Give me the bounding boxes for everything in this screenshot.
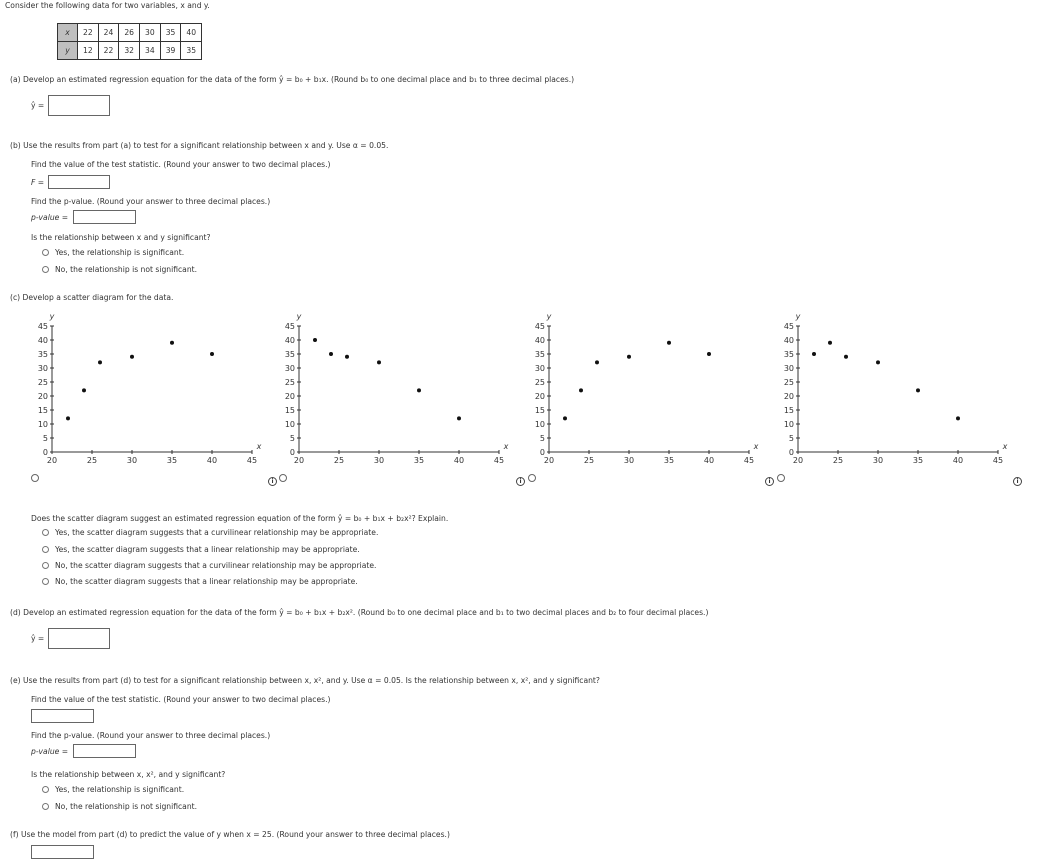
x-tick-label: 20 [543, 456, 555, 465]
radio-icon[interactable] [42, 578, 49, 585]
y-tick-label: 35 [534, 350, 545, 359]
part-d-yhat-label: ŷ = [31, 634, 45, 643]
x-tick-label: 35 [413, 456, 425, 465]
y-tick-label: 25 [37, 378, 48, 387]
data-point [579, 388, 583, 392]
x-tick-label: 30 [623, 456, 635, 465]
part-b-option-yes[interactable]: Yes, the relationship is significant. [42, 248, 184, 257]
x-tick-label: 45 [493, 456, 505, 465]
x-tick-label: 45 [246, 456, 258, 465]
part-b-pvalue-input[interactable] [73, 210, 136, 224]
y-tick-label: 40 [37, 336, 48, 345]
part-e-pvalue-input[interactable] [73, 744, 136, 758]
part-c-option-2[interactable]: Yes, the scatter diagram suggests that a linear relationship may be appropriate. [42, 545, 360, 554]
y-tick-label: 15 [783, 406, 794, 415]
table-cell: 35 [160, 24, 181, 42]
x-tick-label: 40 [206, 456, 218, 465]
part-c-text: (c) Develop a scatter diagram for the data. [10, 293, 174, 302]
x-tick-label: 40 [952, 456, 964, 465]
data-point [82, 388, 86, 392]
part-b-text: (b) Use the results from part (a) to test for a significant relationship between x and y. Use α = 0.05. [10, 141, 389, 150]
y-tick-label: 15 [37, 406, 48, 415]
intro-text: Consider the following data for two variables, x and y. [5, 1, 210, 10]
data-point [627, 355, 631, 359]
part-d-text: (d) Develop an estimated regression equation for the data of the form ŷ = b₀ + b₁x + b₂x². (Round b₀ to one decimal place and b₁ to two decimal places and b₂ to four decimal places.) [10, 608, 709, 617]
part-e-text: (e) Use the results from part (d) to test for a significant relationship between x, x², and y. Use α = 0.05. Is the relationship between x, x², and y significant? [10, 676, 600, 685]
table-row-y [58, 42, 202, 60]
y-tick-label: 0 [539, 448, 545, 457]
table-cell: 22 [78, 24, 99, 42]
y-tick-label: 45 [37, 322, 48, 331]
y-tick-label: 10 [37, 420, 48, 429]
y-tick-label: 0 [289, 448, 295, 457]
scatter-plot-1 [25, 310, 265, 468]
data-point [329, 352, 333, 356]
part-e-option-no[interactable]: No, the relationship is not significant. [42, 802, 197, 811]
part-c-question: Does the scatter diagram suggest an estimated regression equation of the form ŷ = b₀ + b₁x + b₂x²? Explain. [31, 514, 449, 523]
part-c-option-1[interactable]: Yes, the scatter diagram suggests that a curvilinear relationship may be appropriate. [42, 528, 378, 537]
data-point [377, 360, 381, 364]
y-axis-label: y [546, 312, 552, 321]
table-cell: 24 [98, 24, 119, 42]
scatter-plot-2 [272, 310, 512, 468]
table-cell: 39 [160, 42, 181, 60]
part-b-f-input[interactable] [48, 175, 110, 189]
part-e-stat-input[interactable] [31, 709, 94, 723]
y-axis-label: y [49, 312, 55, 321]
x-tick-label: 25 [86, 456, 98, 465]
part-f-text: (f) Use the model from part (d) to predict the value of y when x = 25. (Round your answer to three decimal places.) [10, 830, 450, 839]
y-tick-label: 5 [42, 434, 48, 443]
data-point [563, 416, 567, 420]
y-tick-label: 5 [289, 434, 295, 443]
data-point [667, 341, 671, 345]
radio-icon[interactable] [42, 803, 49, 810]
data-point [707, 352, 711, 356]
x-tick-label: 45 [743, 456, 755, 465]
x-tick-label: 35 [912, 456, 924, 465]
y-tick-label: 20 [534, 392, 545, 401]
y-tick-label: 30 [284, 364, 295, 373]
part-b-p-prompt: Find the p-value. (Round your answer to three decimal places.) [31, 197, 271, 206]
y-tick-label: 15 [284, 406, 295, 415]
x-axis-label: x [1002, 442, 1008, 451]
y-tick-label: 40 [534, 336, 545, 345]
data-point [417, 388, 421, 392]
x-tick-label: 40 [703, 456, 715, 465]
x-axis-label: x [753, 442, 759, 451]
y-tick-label: 5 [788, 434, 794, 443]
table-cell: 12 [78, 42, 99, 60]
data-point [844, 355, 848, 359]
part-f-input[interactable] [31, 845, 94, 859]
part-e-stat-prompt: Find the value of the test statistic. (Round your answer to two decimal places.) [31, 695, 331, 704]
table-row-x [58, 24, 202, 42]
part-e-pvalue-label: p-value = [31, 747, 69, 756]
table-cell: 32 [119, 42, 140, 60]
y-tick-label: 20 [284, 392, 295, 401]
data-point [130, 355, 134, 359]
x-tick-label: 20 [293, 456, 305, 465]
data-point [457, 416, 461, 420]
part-d-equation-input[interactable] [48, 628, 110, 649]
x-tick-label: 30 [872, 456, 884, 465]
y-tick-label: 15 [534, 406, 545, 415]
radio-icon[interactable] [42, 266, 49, 273]
part-a-text: (a) Develop an estimated regression equation for the data of the form ŷ = b₀ + b₁x. (Round b₀ to one decimal place and b₁ to three decimal places.) [10, 75, 575, 84]
y-axis-label: y [296, 312, 302, 321]
radio-icon[interactable] [42, 786, 49, 793]
y-tick-label: 40 [783, 336, 794, 345]
x-tick-label: 35 [166, 456, 178, 465]
data-table [57, 23, 202, 60]
scatter-plot-3 [522, 310, 762, 468]
part-e-sig-question: Is the relationship between x, x², and y significant? [31, 770, 226, 779]
table-cell: 22 [98, 42, 119, 60]
data-point [812, 352, 816, 356]
data-point [828, 341, 832, 345]
y-tick-label: 30 [783, 364, 794, 373]
part-b-pvalue-label: p-value = [31, 213, 69, 222]
plot-1-radio[interactable] [31, 474, 39, 482]
y-tick-label: 45 [284, 322, 295, 331]
table-header-x: x [58, 24, 78, 42]
part-b-f-label: F = [31, 178, 45, 187]
y-tick-label: 40 [284, 336, 295, 345]
table-cell: 26 [119, 24, 140, 42]
y-tick-label: 10 [284, 420, 295, 429]
y-tick-label: 0 [788, 448, 794, 457]
x-tick-label: 20 [792, 456, 804, 465]
x-tick-label: 25 [333, 456, 345, 465]
part-e-p-prompt: Find the p-value. (Round your answer to three decimal places.) [31, 731, 271, 740]
x-tick-label: 45 [992, 456, 1004, 465]
data-point [66, 416, 70, 420]
info-icon[interactable]: i [765, 477, 774, 486]
y-tick-label: 45 [783, 322, 794, 331]
x-axis-label: x [503, 442, 509, 451]
data-point [345, 355, 349, 359]
info-icon[interactable]: i [268, 477, 277, 486]
x-tick-label: 35 [663, 456, 675, 465]
plot-2-radio[interactable] [279, 474, 287, 482]
data-point [956, 416, 960, 420]
data-point [313, 338, 317, 342]
table-cell: 30 [140, 24, 161, 42]
y-tick-label: 30 [534, 364, 545, 373]
x-tick-label: 20 [46, 456, 58, 465]
part-e-option-yes[interactable]: Yes, the relationship is significant. [42, 785, 184, 794]
data-point [876, 360, 880, 364]
data-point [916, 388, 920, 392]
part-b-option-no[interactable]: No, the relationship is not significant. [42, 265, 197, 274]
part-c-option-3[interactable]: No, the scatter diagram suggests that a curvilinear relationship may be appropriate. [42, 561, 376, 570]
part-b-stat-prompt: Find the value of the test statistic. (Round your answer to two decimal places.) [31, 160, 331, 169]
x-tick-label: 25 [583, 456, 595, 465]
radio-icon[interactable] [42, 546, 49, 553]
radio-icon[interactable] [42, 562, 49, 569]
info-icon[interactable]: i [1013, 477, 1022, 486]
part-a-yhat-label: ŷ = [31, 101, 45, 110]
part-b-sig-question: Is the relationship between x and y significant? [31, 233, 211, 242]
y-tick-label: 25 [284, 378, 295, 387]
y-tick-label: 10 [783, 420, 794, 429]
y-tick-label: 5 [539, 434, 545, 443]
x-tick-label: 30 [373, 456, 385, 465]
y-tick-label: 30 [37, 364, 48, 373]
x-tick-label: 25 [832, 456, 844, 465]
data-point [98, 360, 102, 364]
scatter-plot-4 [771, 310, 1011, 468]
plot-4-radio[interactable] [777, 474, 785, 482]
info-icon[interactable]: i [516, 477, 525, 486]
y-axis-label: y [795, 312, 801, 321]
x-axis-label: x [256, 442, 262, 451]
data-point [595, 360, 599, 364]
x-tick-label: 30 [126, 456, 138, 465]
data-point [170, 341, 174, 345]
radio-icon[interactable] [42, 249, 49, 256]
plot-3-radio[interactable] [528, 474, 536, 482]
y-tick-label: 45 [534, 322, 545, 331]
y-tick-label: 25 [783, 378, 794, 387]
y-tick-label: 10 [534, 420, 545, 429]
y-tick-label: 20 [37, 392, 48, 401]
y-tick-label: 0 [42, 448, 48, 457]
table-cell: 34 [140, 42, 161, 60]
y-tick-label: 35 [783, 350, 794, 359]
y-tick-label: 35 [284, 350, 295, 359]
table-header-y: y [58, 42, 78, 60]
data-point [210, 352, 214, 356]
part-a-equation-input[interactable] [48, 95, 110, 116]
table-cell: 35 [181, 42, 202, 60]
x-tick-label: 40 [453, 456, 465, 465]
y-tick-label: 35 [37, 350, 48, 359]
radio-icon[interactable] [42, 529, 49, 536]
table-cell: 40 [181, 24, 202, 42]
y-tick-label: 20 [783, 392, 794, 401]
y-tick-label: 25 [534, 378, 545, 387]
part-c-option-4[interactable]: No, the scatter diagram suggests that a linear relationship may be appropriate. [42, 577, 358, 586]
